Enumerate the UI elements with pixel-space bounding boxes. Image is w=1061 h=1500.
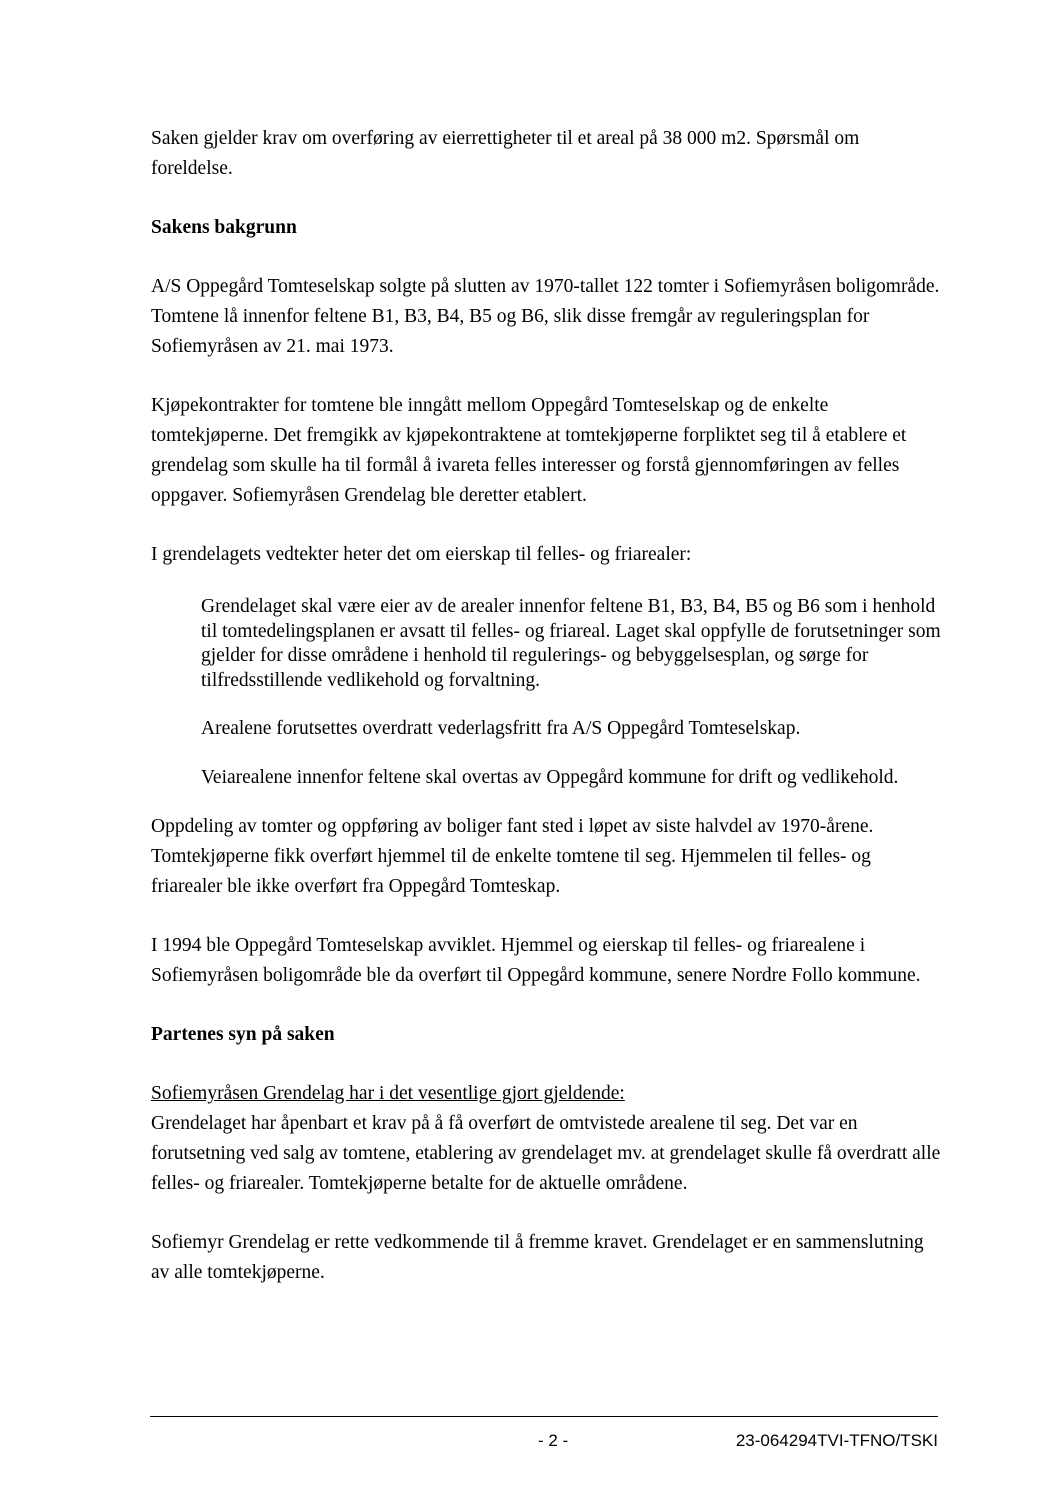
party-section	[151, 1079, 941, 1199]
bylaws-quote	[201, 595, 941, 790]
paragraph-background-5: I 1994 ble Oppegård Tomteselskap avviklet. Hjemmel og eierskap til felles- og friarealene i Sofiemyråsen boligområde ble da overført til Oppegård kommune, senere Nordre Follo kommune.	[151, 935, 921, 986]
footer-page-number: - 2 -	[538, 1431, 569, 1450]
document-body	[151, 124, 941, 1317]
paragraph-background-4: Oppdeling av tomter og oppføring av boliger fant sted i løpet av siste halvdel av 1970-årene. Tomtekjøperne fikk overført hjemmel til de enkelte tomtene til seg. Hjemmelen til felles- og friarealer ble ikke overført fra Oppegård Tomteskap.	[151, 816, 874, 897]
paragraph-parties-1: Grendelaget har åpenbart et krav på å få overført de omtvistede arealene til seg. Det var en forutsetning ved salg av tomtene, etablering av grendelaget mv. at grendelaget skulle få overdratt alle felles- og friarealer. Tomtekjøperne betalte for de aktuelle områdene.	[151, 1113, 941, 1194]
heading-background: Sakens bakgrunn	[151, 217, 297, 238]
heading-parties: Partenes syn på saken	[151, 1024, 335, 1045]
footer-case-reference: 23-064294TVI-TFNO/TSKI	[735, 1431, 938, 1450]
party-label: Sofiemyråsen Grendelag har i det vesentlige gjort gjeldende:	[151, 1083, 625, 1104]
paragraph-background-1: A/S Oppegård Tomteselskap solgte på slutten av 1970-tallet 122 tomter i Sofiemyråsen boligområde. Tomtene lå innenfor feltene B1, B3, B4, B5 og B6, slik disse fremgår av reguleringsplan for Sofiemyråsen av 21. mai 1973.	[151, 276, 940, 357]
paragraph-parties-2: Sofiemyr Grendelag er rette vedkommende til å fremme kravet. Grendelaget er en sammenslutning av alle tomtekjøperne.	[151, 1232, 924, 1283]
paragraph-background-2: Kjøpekontrakter for tomtene ble inngått mellom Oppegård Tomteselskap og de enkelte tomtekjøperne. Det fremgikk av kjøpekontraktene at tomtekjøperne forpliktet seg til å etablere et grendelag som skulle ha til formål å ivareta felles interesser og forstå gjennomføringen av felles oppgaver. Sofiemyråsen Grendelag ble deretter etablert.	[151, 395, 907, 506]
quote-paragraph-1: Grendelaget skal være eier av de arealer innenfor feltene B1, B3, B4, B5 og B6 som i henhold til tomtedelingsplanen er avsatt til felles- og friareal. Laget skal oppfylle de forutsetninger som gjelder for disse områdene i henhold til regulerings- og bebyggelsesplan, og sørge for tilfredsstillende vedlikehold og forvaltning.	[201, 596, 941, 691]
quote-paragraph-3: Veiarealene innenfor feltene skal overtas av Oppegård kommune for drift og vedlikehold.	[201, 766, 899, 788]
intro-paragraph: Saken gjelder krav om overføring av eierrettigheter til et areal på 38 000 m2. Spørsmål om foreldelse.	[151, 128, 860, 179]
quote-paragraph-2: Arealene forutsettes overdratt vederlagsfritt fra A/S Oppegård Tomteselskap.	[201, 718, 801, 739]
paragraph-background-3: I grendelagets vedtekter heter det om eierskap til felles- og friarealer:	[151, 544, 692, 565]
footer-divider	[150, 1416, 938, 1417]
